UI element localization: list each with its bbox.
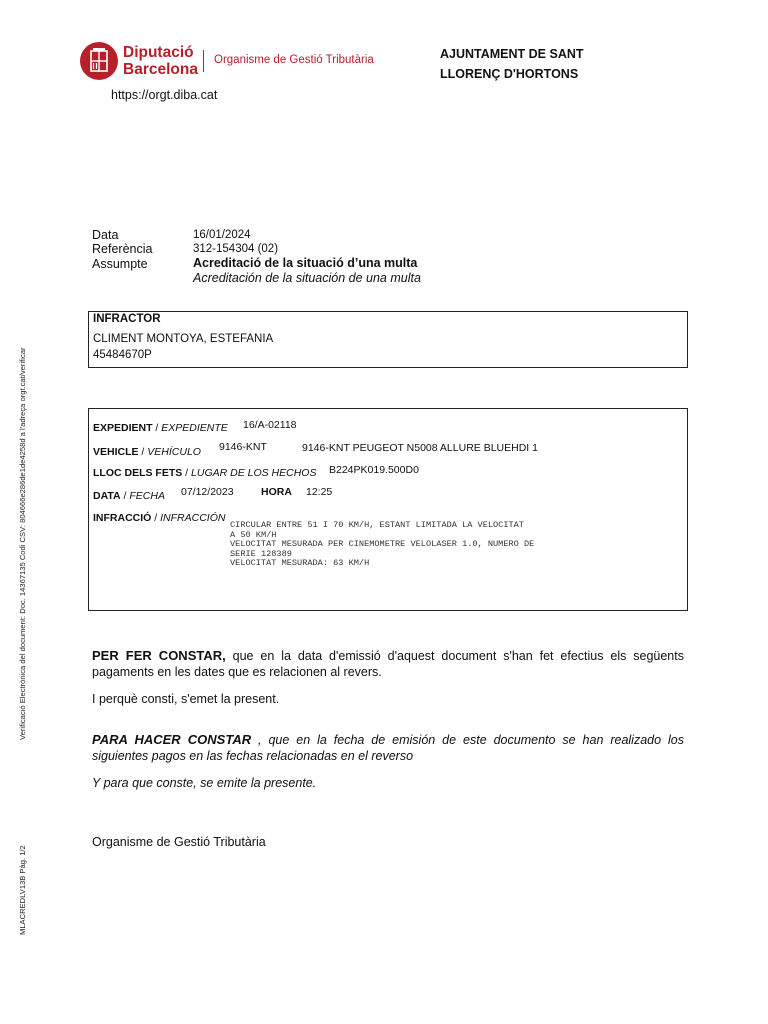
verification-text: Verificació Electrònica del document: Doc. 14367135 Codi CSV: 804666e286de1de4258d a l'adreça orgt.cat/verificar [18, 347, 27, 740]
infractor-box [88, 311, 688, 368]
subject-catalan: Acreditació de la situació d’una multa [193, 256, 418, 270]
expedient-row: EXPEDIENT / EXPEDIENTE [93, 422, 228, 434]
data-value: 07/12/2023 [181, 486, 234, 498]
data-label: DATA [93, 490, 121, 502]
hora-label: HORA [261, 486, 292, 498]
subject-spanish: Acreditación de la situación de una multa [193, 271, 421, 285]
lloc-value: B224PK019.500D0 [329, 464, 419, 476]
ajuntament-name [440, 44, 584, 84]
spanish-statement-lead: PARA HACER CONSTAR [92, 732, 252, 747]
infraccio-line: VELOCITAT MESURADA PER CINEMOMETRE VELOLASER 1.0, NUMERO DE [230, 539, 535, 550]
data-label-es: FECHA [129, 490, 165, 502]
expedient-label-es: EXPEDIENTE [161, 422, 228, 434]
expedient-box [88, 408, 688, 611]
infractor-name: CLIMENT MONTOYA, ESTEFANIA [93, 333, 274, 345]
lloc-row: LLOC DELS FETS / LUGAR DE LOS HECHOS [93, 467, 317, 479]
vehicle-description: 9146-KNT PEUGEOT N5008 ALLURE BLUEHDI 1 [302, 442, 538, 454]
logo-line-1: Diputació [123, 44, 194, 61]
subject-label: Assumpte [92, 257, 148, 271]
date-label: Data [92, 228, 119, 242]
reference-value: 312-154304 (02) [193, 243, 279, 255]
spanish-statement-text: , que en la fecha de emisión de este documento se han realizado los siguientes pagos en las fechas relacionadas en el reverso [92, 733, 684, 763]
ajuntament-line-2: LLORENÇ D'HORTONS [440, 67, 579, 81]
website-url[interactable]: https://orgt.diba.cat [111, 88, 218, 102]
infraccio-description [230, 521, 534, 569]
infraccio-line: SERIE 128389 [230, 548, 292, 559]
date-value: 16/01/2024 [193, 229, 251, 241]
logo-divider [203, 50, 204, 72]
data-row: DATA / FECHA [93, 490, 165, 502]
logo-wordmark [123, 44, 198, 78]
signature-organism: Organisme de Gestió Tributària [92, 835, 266, 849]
ajuntament-line-1: AJUNTAMENT DE SANT [440, 47, 584, 61]
infraccio-label: INFRACCIÓ [93, 512, 152, 524]
logo-organism: Organisme de Gestió Tributària [214, 54, 374, 66]
infraccio-line: VELOCITAT MESURADA: 63 KM/H [230, 558, 370, 569]
catalan-statement-text: que en la data d'emissió d'aquest document s'han fet efectius els següents pagaments en les dates que es relacionen al revers. [92, 649, 684, 679]
lloc-label: LLOC DELS FETS [93, 467, 183, 479]
infraccio-label-es: INFRACCIÓN [160, 512, 226, 524]
expedient-label: EXPEDIENT [93, 422, 153, 434]
diputacio-logo-icon [80, 42, 118, 80]
infraccio-line: A 50 KM/H [230, 529, 277, 540]
lloc-label-es: LUGAR DE LOS HECHOS [191, 467, 317, 479]
infractor-heading: INFRACTOR [93, 313, 161, 325]
document-code: MLACREDLV13B Pàg. 1/2 [18, 845, 27, 935]
catalan-statement-lead: PER FER CONSTAR, [92, 648, 226, 663]
vehicle-row: VEHICLE / VEHÍCULO [93, 446, 201, 458]
spanish-closing: Y para que conste, se emite la presente. [92, 776, 317, 790]
catalan-statement [92, 648, 684, 680]
spanish-statement [92, 732, 684, 764]
infraccio-row: INFRACCIÓ / INFRACCIÓN [93, 512, 226, 524]
expedient-value: 16/A-02118 [243, 419, 297, 431]
hora-value: 12:25 [306, 486, 333, 498]
vehicle-label-es: VEHÍCULO [147, 446, 201, 458]
logo-line-2: Barcelona [123, 61, 198, 78]
infraccio-line: CIRCULAR ENTRE 51 I 70 KM/H, ESTANT LIMITADA LA VELOCITAT [230, 520, 524, 530]
vehicle-plate: 9146-KNT [219, 441, 267, 453]
reference-label: Referència [92, 242, 153, 256]
infractor-id: 45484670P [93, 349, 152, 361]
vehicle-label: VEHICLE [93, 446, 139, 458]
catalan-closing: I perquè consti, s'emet la present. [92, 692, 280, 706]
